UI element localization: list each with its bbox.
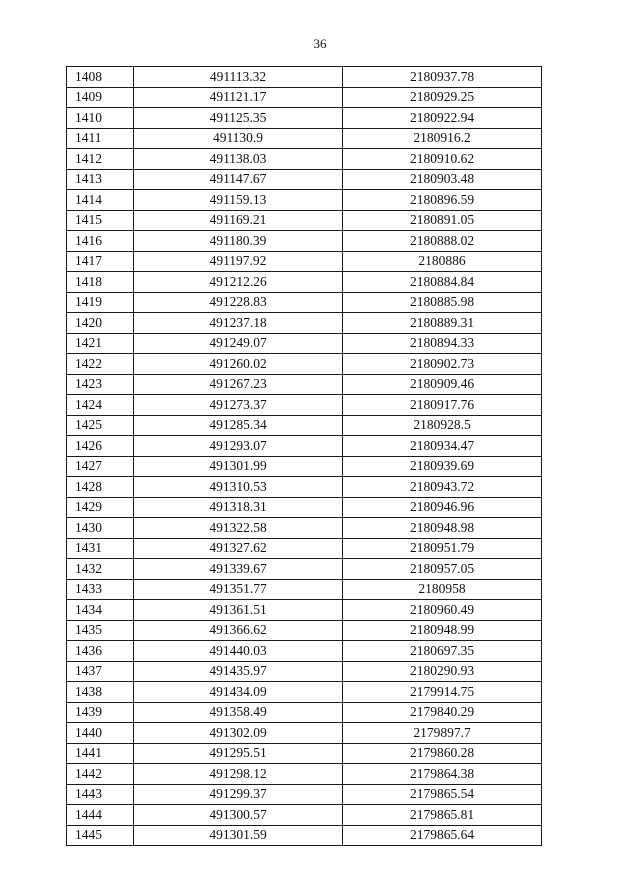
point-id-cell: 1438 (67, 682, 134, 703)
page-number: 36 (313, 36, 327, 51)
x-coordinate-cell: 491267.23 (134, 374, 343, 395)
y-coordinate-cell: 2180884.84 (343, 272, 542, 293)
point-id-cell: 1442 (67, 764, 134, 785)
x-coordinate-cell: 491159.13 (134, 190, 343, 211)
table-row (67, 108, 542, 129)
table-row (67, 579, 542, 600)
x-coordinate-cell: 491440.03 (134, 641, 343, 662)
x-coordinate-cell: 491197.92 (134, 251, 343, 272)
x-coordinate-cell: 491299.37 (134, 784, 343, 805)
point-id-cell: 1420 (67, 313, 134, 334)
table-row (67, 272, 542, 293)
point-id-cell: 1444 (67, 805, 134, 826)
y-coordinate-cell: 2180958 (343, 579, 542, 600)
x-coordinate-cell: 491434.09 (134, 682, 343, 703)
x-coordinate-cell: 491366.62 (134, 620, 343, 641)
x-coordinate-cell: 491435.97 (134, 661, 343, 682)
table-row (67, 538, 542, 559)
table-row (67, 825, 542, 846)
y-coordinate-cell: 2180896.59 (343, 190, 542, 211)
table-row (67, 415, 542, 436)
point-id-cell: 1439 (67, 702, 134, 723)
x-coordinate-cell: 491301.99 (134, 456, 343, 477)
point-id-cell: 1416 (67, 231, 134, 252)
table-row (67, 477, 542, 498)
x-coordinate-cell: 491285.34 (134, 415, 343, 436)
x-coordinate-cell: 491339.67 (134, 559, 343, 580)
table-row (67, 128, 542, 149)
point-id-cell: 1433 (67, 579, 134, 600)
point-id-cell: 1435 (67, 620, 134, 641)
x-coordinate-cell: 491169.21 (134, 210, 343, 231)
x-coordinate-cell: 491125.35 (134, 108, 343, 129)
y-coordinate-cell: 2179865.54 (343, 784, 542, 805)
table-row (67, 333, 542, 354)
table-row (67, 805, 542, 826)
x-coordinate-cell: 491113.32 (134, 67, 343, 88)
table-row (67, 395, 542, 416)
table-row (67, 354, 542, 375)
x-coordinate-cell: 491249.07 (134, 333, 343, 354)
y-coordinate-cell: 2180934.47 (343, 436, 542, 457)
point-id-cell: 1440 (67, 723, 134, 744)
y-coordinate-cell: 2180917.76 (343, 395, 542, 416)
y-coordinate-cell: 2180939.69 (343, 456, 542, 477)
table-row (67, 518, 542, 539)
table-row (67, 682, 542, 703)
table-row (67, 436, 542, 457)
x-coordinate-cell: 491361.51 (134, 600, 343, 621)
point-id-cell: 1436 (67, 641, 134, 662)
y-coordinate-cell: 2180929.25 (343, 87, 542, 108)
table-row (67, 784, 542, 805)
y-coordinate-cell: 2180888.02 (343, 231, 542, 252)
y-coordinate-cell: 2179840.29 (343, 702, 542, 723)
x-coordinate-cell: 491237.18 (134, 313, 343, 334)
point-id-cell: 1425 (67, 415, 134, 436)
table-body (67, 67, 542, 846)
x-coordinate-cell: 491293.07 (134, 436, 343, 457)
table-row (67, 313, 542, 334)
x-coordinate-cell: 491310.53 (134, 477, 343, 498)
point-id-cell: 1418 (67, 272, 134, 293)
y-coordinate-cell: 2180909.46 (343, 374, 542, 395)
table-row (67, 169, 542, 190)
point-id-cell: 1410 (67, 108, 134, 129)
point-id-cell: 1432 (67, 559, 134, 580)
point-id-cell: 1422 (67, 354, 134, 375)
x-coordinate-cell: 491130.9 (134, 128, 343, 149)
point-id-cell: 1437 (67, 661, 134, 682)
y-coordinate-cell: 2179860.28 (343, 743, 542, 764)
table-row (67, 641, 542, 662)
y-coordinate-cell: 2180886 (343, 251, 542, 272)
y-coordinate-cell: 2180290.93 (343, 661, 542, 682)
point-id-cell: 1411 (67, 128, 134, 149)
point-id-cell: 1428 (67, 477, 134, 498)
point-id-cell: 1423 (67, 374, 134, 395)
y-coordinate-cell: 2180960.49 (343, 600, 542, 621)
x-coordinate-cell: 491298.12 (134, 764, 343, 785)
point-id-cell: 1419 (67, 292, 134, 313)
y-coordinate-cell: 2180916.2 (343, 128, 542, 149)
point-id-cell: 1434 (67, 600, 134, 621)
point-id-cell: 1430 (67, 518, 134, 539)
y-coordinate-cell: 2180948.98 (343, 518, 542, 539)
point-id-cell: 1412 (67, 149, 134, 170)
x-coordinate-cell: 491351.77 (134, 579, 343, 600)
point-id-cell: 1426 (67, 436, 134, 457)
y-coordinate-cell: 2180903.48 (343, 169, 542, 190)
y-coordinate-cell: 2180943.72 (343, 477, 542, 498)
x-coordinate-cell: 491358.49 (134, 702, 343, 723)
point-id-cell: 1431 (67, 538, 134, 559)
y-coordinate-cell: 2180910.62 (343, 149, 542, 170)
x-coordinate-cell: 491121.17 (134, 87, 343, 108)
y-coordinate-cell: 2180948.99 (343, 620, 542, 641)
table-row (67, 723, 542, 744)
x-coordinate-cell: 491300.57 (134, 805, 343, 826)
y-coordinate-cell: 2180894.33 (343, 333, 542, 354)
table-row (67, 559, 542, 580)
point-id-cell: 1443 (67, 784, 134, 805)
table-row (67, 497, 542, 518)
table-row (67, 702, 542, 723)
point-id-cell: 1414 (67, 190, 134, 211)
point-id-cell: 1409 (67, 87, 134, 108)
point-id-cell: 1445 (67, 825, 134, 846)
point-id-cell: 1413 (67, 169, 134, 190)
x-coordinate-cell: 491322.58 (134, 518, 343, 539)
point-id-cell: 1427 (67, 456, 134, 477)
point-id-cell: 1408 (67, 67, 134, 88)
table-row (67, 374, 542, 395)
x-coordinate-cell: 491301.59 (134, 825, 343, 846)
x-coordinate-cell: 491180.39 (134, 231, 343, 252)
x-coordinate-cell: 491260.02 (134, 354, 343, 375)
x-coordinate-cell: 491302.09 (134, 723, 343, 744)
table-row (67, 190, 542, 211)
table-row (67, 87, 542, 108)
x-coordinate-cell: 491295.51 (134, 743, 343, 764)
y-coordinate-cell: 2179914.75 (343, 682, 542, 703)
y-coordinate-cell: 2180937.78 (343, 67, 542, 88)
y-coordinate-cell: 2180928.5 (343, 415, 542, 436)
table-row (67, 67, 542, 88)
x-coordinate-cell: 491147.67 (134, 169, 343, 190)
x-coordinate-cell: 491273.37 (134, 395, 343, 416)
table-row (67, 743, 542, 764)
table-row (67, 764, 542, 785)
point-id-cell: 1415 (67, 210, 134, 231)
x-coordinate-cell: 491212.26 (134, 272, 343, 293)
point-id-cell: 1441 (67, 743, 134, 764)
table-row (67, 600, 542, 621)
point-id-cell: 1424 (67, 395, 134, 416)
table-row (67, 251, 542, 272)
table-row (67, 292, 542, 313)
y-coordinate-cell: 2179865.81 (343, 805, 542, 826)
table-row (67, 620, 542, 641)
x-coordinate-cell: 491318.31 (134, 497, 343, 518)
y-coordinate-cell: 2180885.98 (343, 292, 542, 313)
y-coordinate-cell: 2180697.35 (343, 641, 542, 662)
y-coordinate-cell: 2179864.38 (343, 764, 542, 785)
point-id-cell: 1421 (67, 333, 134, 354)
y-coordinate-cell: 2179897.7 (343, 723, 542, 744)
y-coordinate-cell: 2180957.05 (343, 559, 542, 580)
table-row (67, 456, 542, 477)
table-row (67, 210, 542, 231)
y-coordinate-cell: 2180891.05 (343, 210, 542, 231)
coordinates-table (66, 66, 542, 846)
y-coordinate-cell: 2180922.94 (343, 108, 542, 129)
y-coordinate-cell: 2180946.96 (343, 497, 542, 518)
y-coordinate-cell: 2179865.64 (343, 825, 542, 846)
y-coordinate-cell: 2180902.73 (343, 354, 542, 375)
x-coordinate-cell: 491327.62 (134, 538, 343, 559)
table-row (67, 231, 542, 252)
y-coordinate-cell: 2180951.79 (343, 538, 542, 559)
y-coordinate-cell: 2180889.31 (343, 313, 542, 334)
point-id-cell: 1417 (67, 251, 134, 272)
table-row (67, 149, 542, 170)
x-coordinate-cell: 491228.83 (134, 292, 343, 313)
x-coordinate-cell: 491138.03 (134, 149, 343, 170)
table-row (67, 661, 542, 682)
point-id-cell: 1429 (67, 497, 134, 518)
